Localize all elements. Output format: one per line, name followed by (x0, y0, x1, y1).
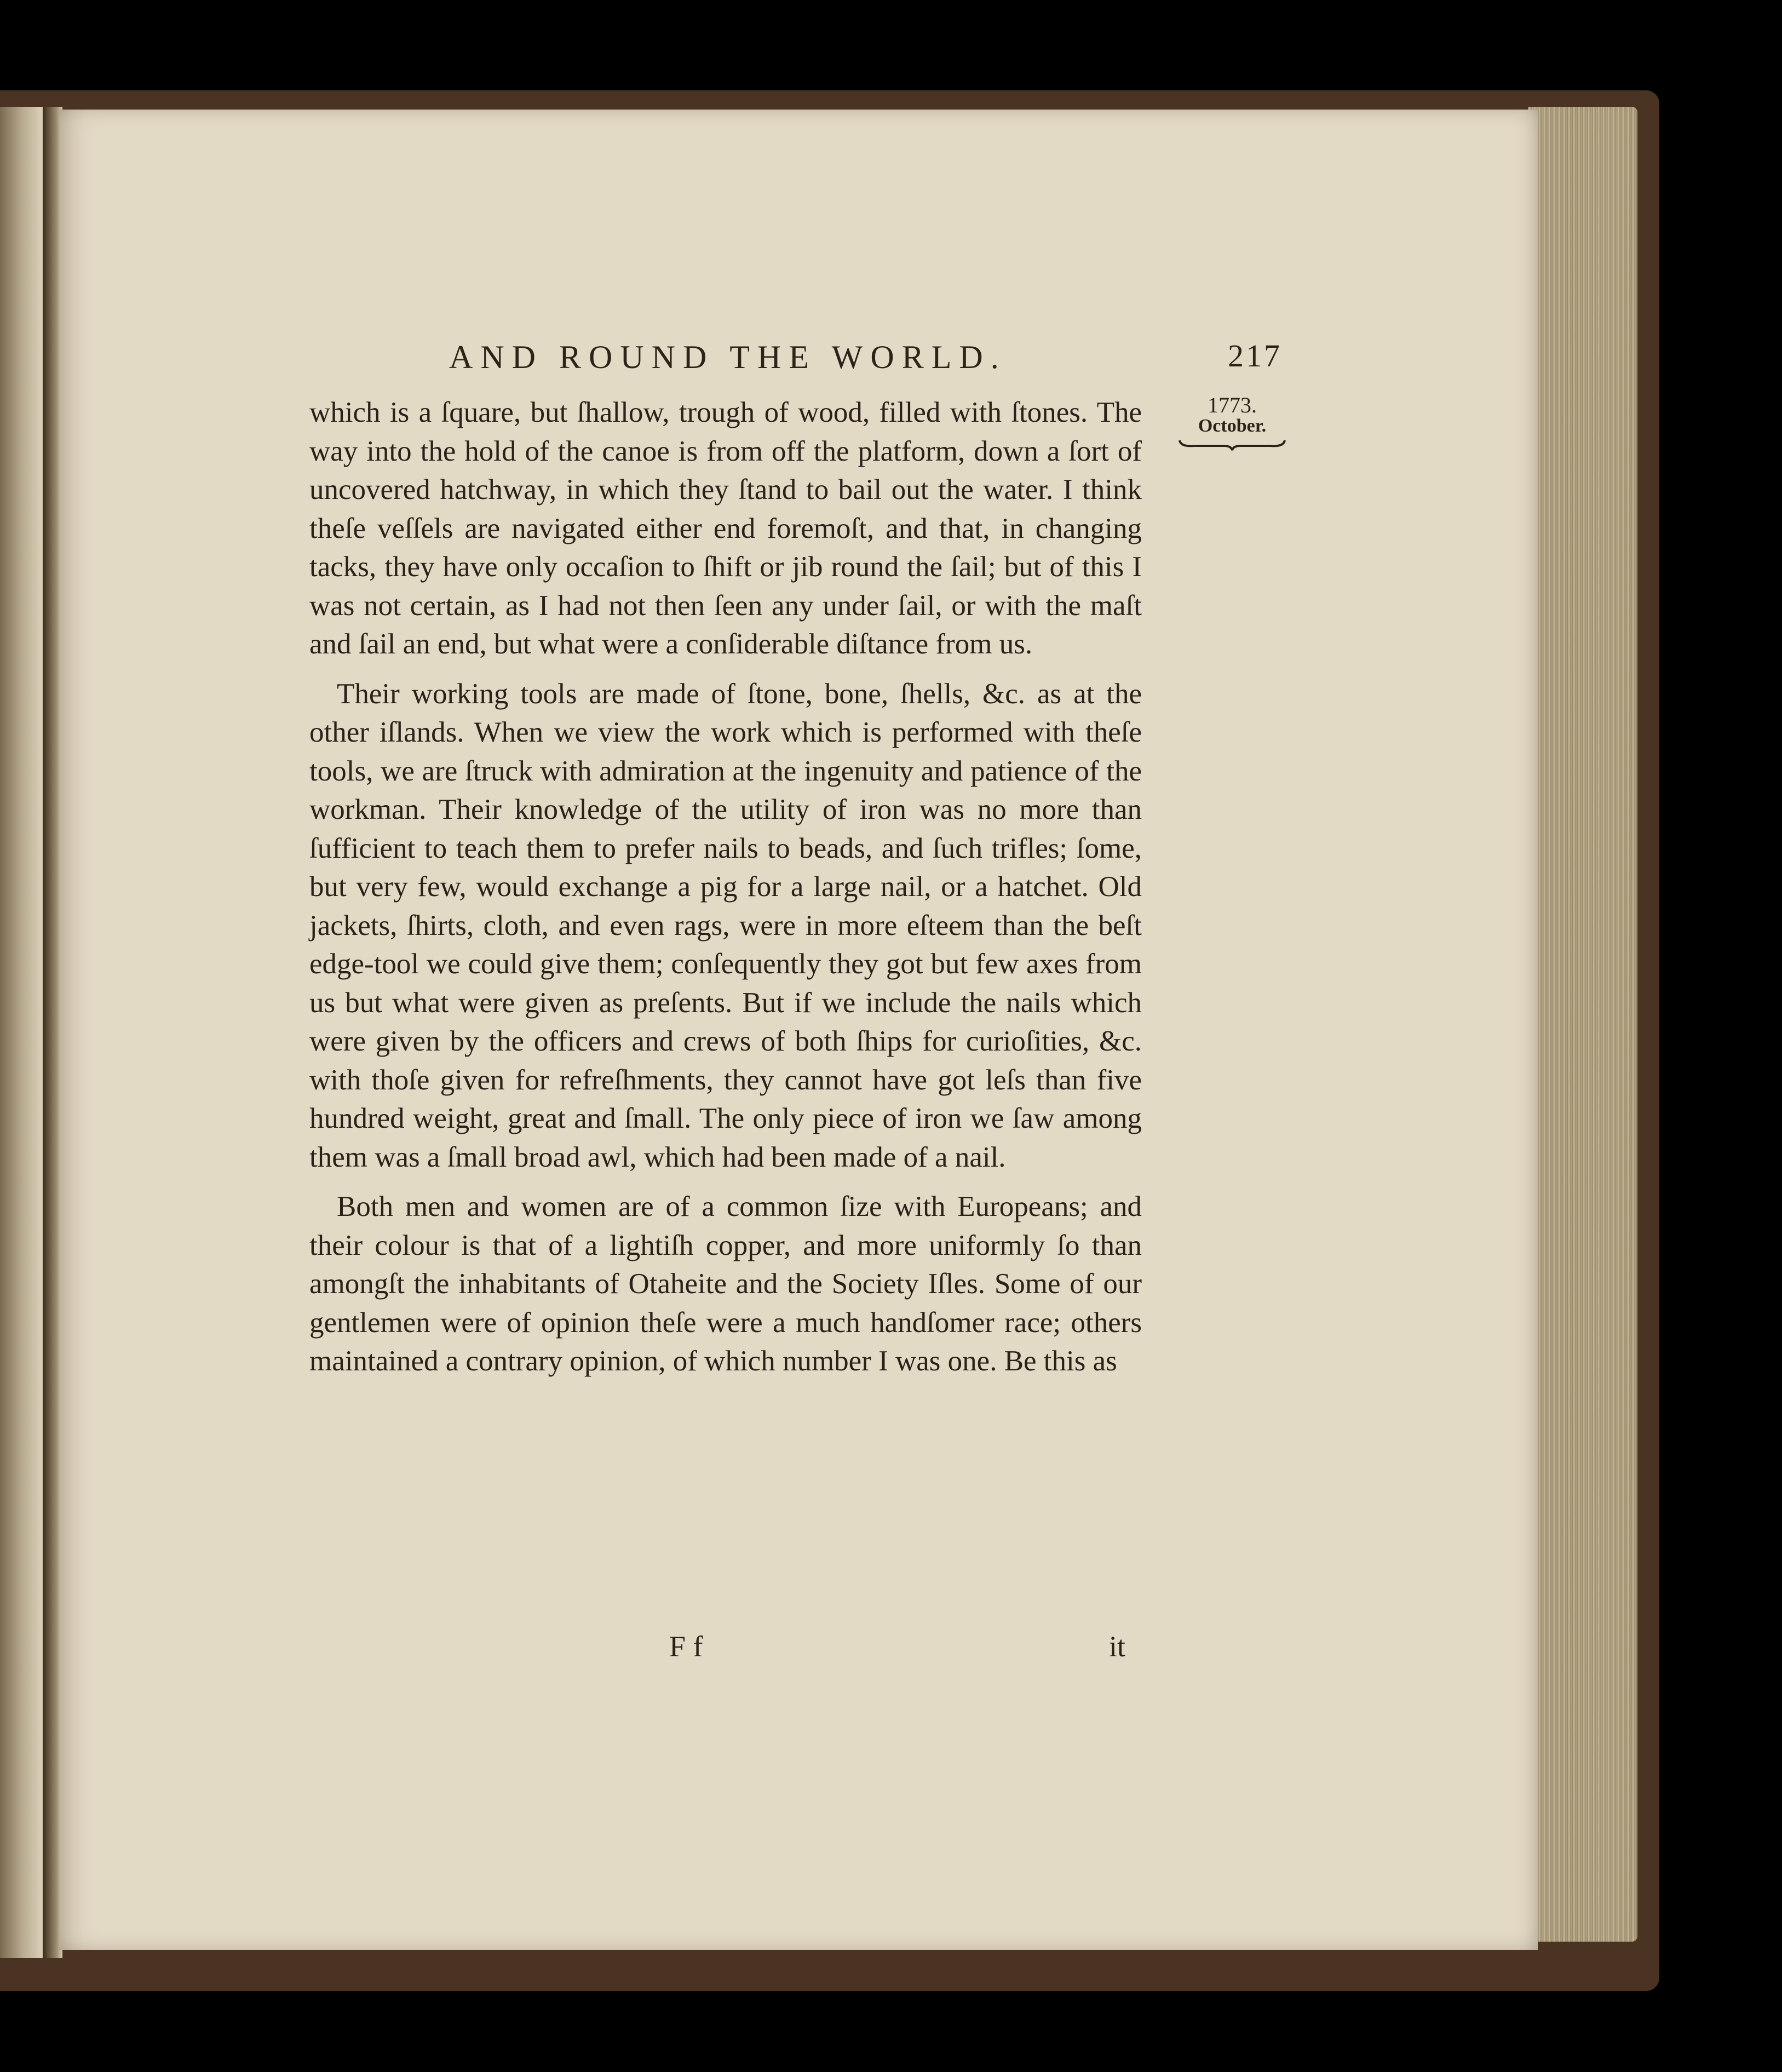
margin-year: 1773. (1208, 393, 1257, 417)
paragraph-people: Both men and women are of a common ſize with Europeans; and their colour is that of a lightiſh copper, and more uniformly ſo than amongſt the inhabitants of Otaheite and the Society Iſles. Some of our gentlemen were of opinion theſe were a much handſomer race; others maintained a contrary opinion, of which number I was one. Be this as (309, 1191, 1142, 1377)
margin-month: October. (1198, 416, 1267, 436)
body-text (309, 393, 1142, 1392)
margin-date-note (1177, 394, 1287, 451)
catchword: it (1109, 1630, 1126, 1663)
signature-mark: F f (669, 1630, 703, 1663)
running-head: AND ROUND THE WORLD. (449, 339, 1007, 375)
paragraph-tools: Their working tools are made of ſtone, bone, ſhells, &c. as at the other iſlands. When we view the work which is performed with theſe tools, we are ſtruck with admiration at the ingenuity and patience of the workman. Their knowledge of the utility of iron was no more than ſufficient to teach them to prefer nails to beads, and ſuch trifles; ſome, but very few, would exchange a pig for a large nail, or a hatchet. Old jackets, ſhirts, cloth, and even rags, were in more eſteem than the beſt edge-tool we could give them; conſequently they got but few axes from us but what were given as preſents. But if we include the nails which were given by the officers and crews of both ſhips for curioſities, &c. with thoſe given for refreſhments, they cannot have got leſs than five hundred weight, great and ſmall. The only piece of iron we ſaw among them was a ſmall broad awl, which had been made of a nail. (309, 678, 1142, 1173)
brace-icon (1177, 438, 1287, 451)
paragraph-canoe: which is a ſquare, but ſhallow, trough of wood, filled with ſtones. The way into the hold of the canoe is from off the platform, down a ſort of uncovered hatchway, in which they ſtand to bail out the water. I think theſe veſſels are navigated either end foremoſt, and that, in changing tacks, they have only occaſion to ſhift or jib round the ſail; but of this I was not certain, as I had not then ſeen any under ſail, or with the maſt and ſail an end, but what were a conſiderable diſtance from us. (309, 397, 1142, 660)
page-number: 217 (1228, 338, 1282, 374)
page-fore-edge (1528, 107, 1637, 1942)
